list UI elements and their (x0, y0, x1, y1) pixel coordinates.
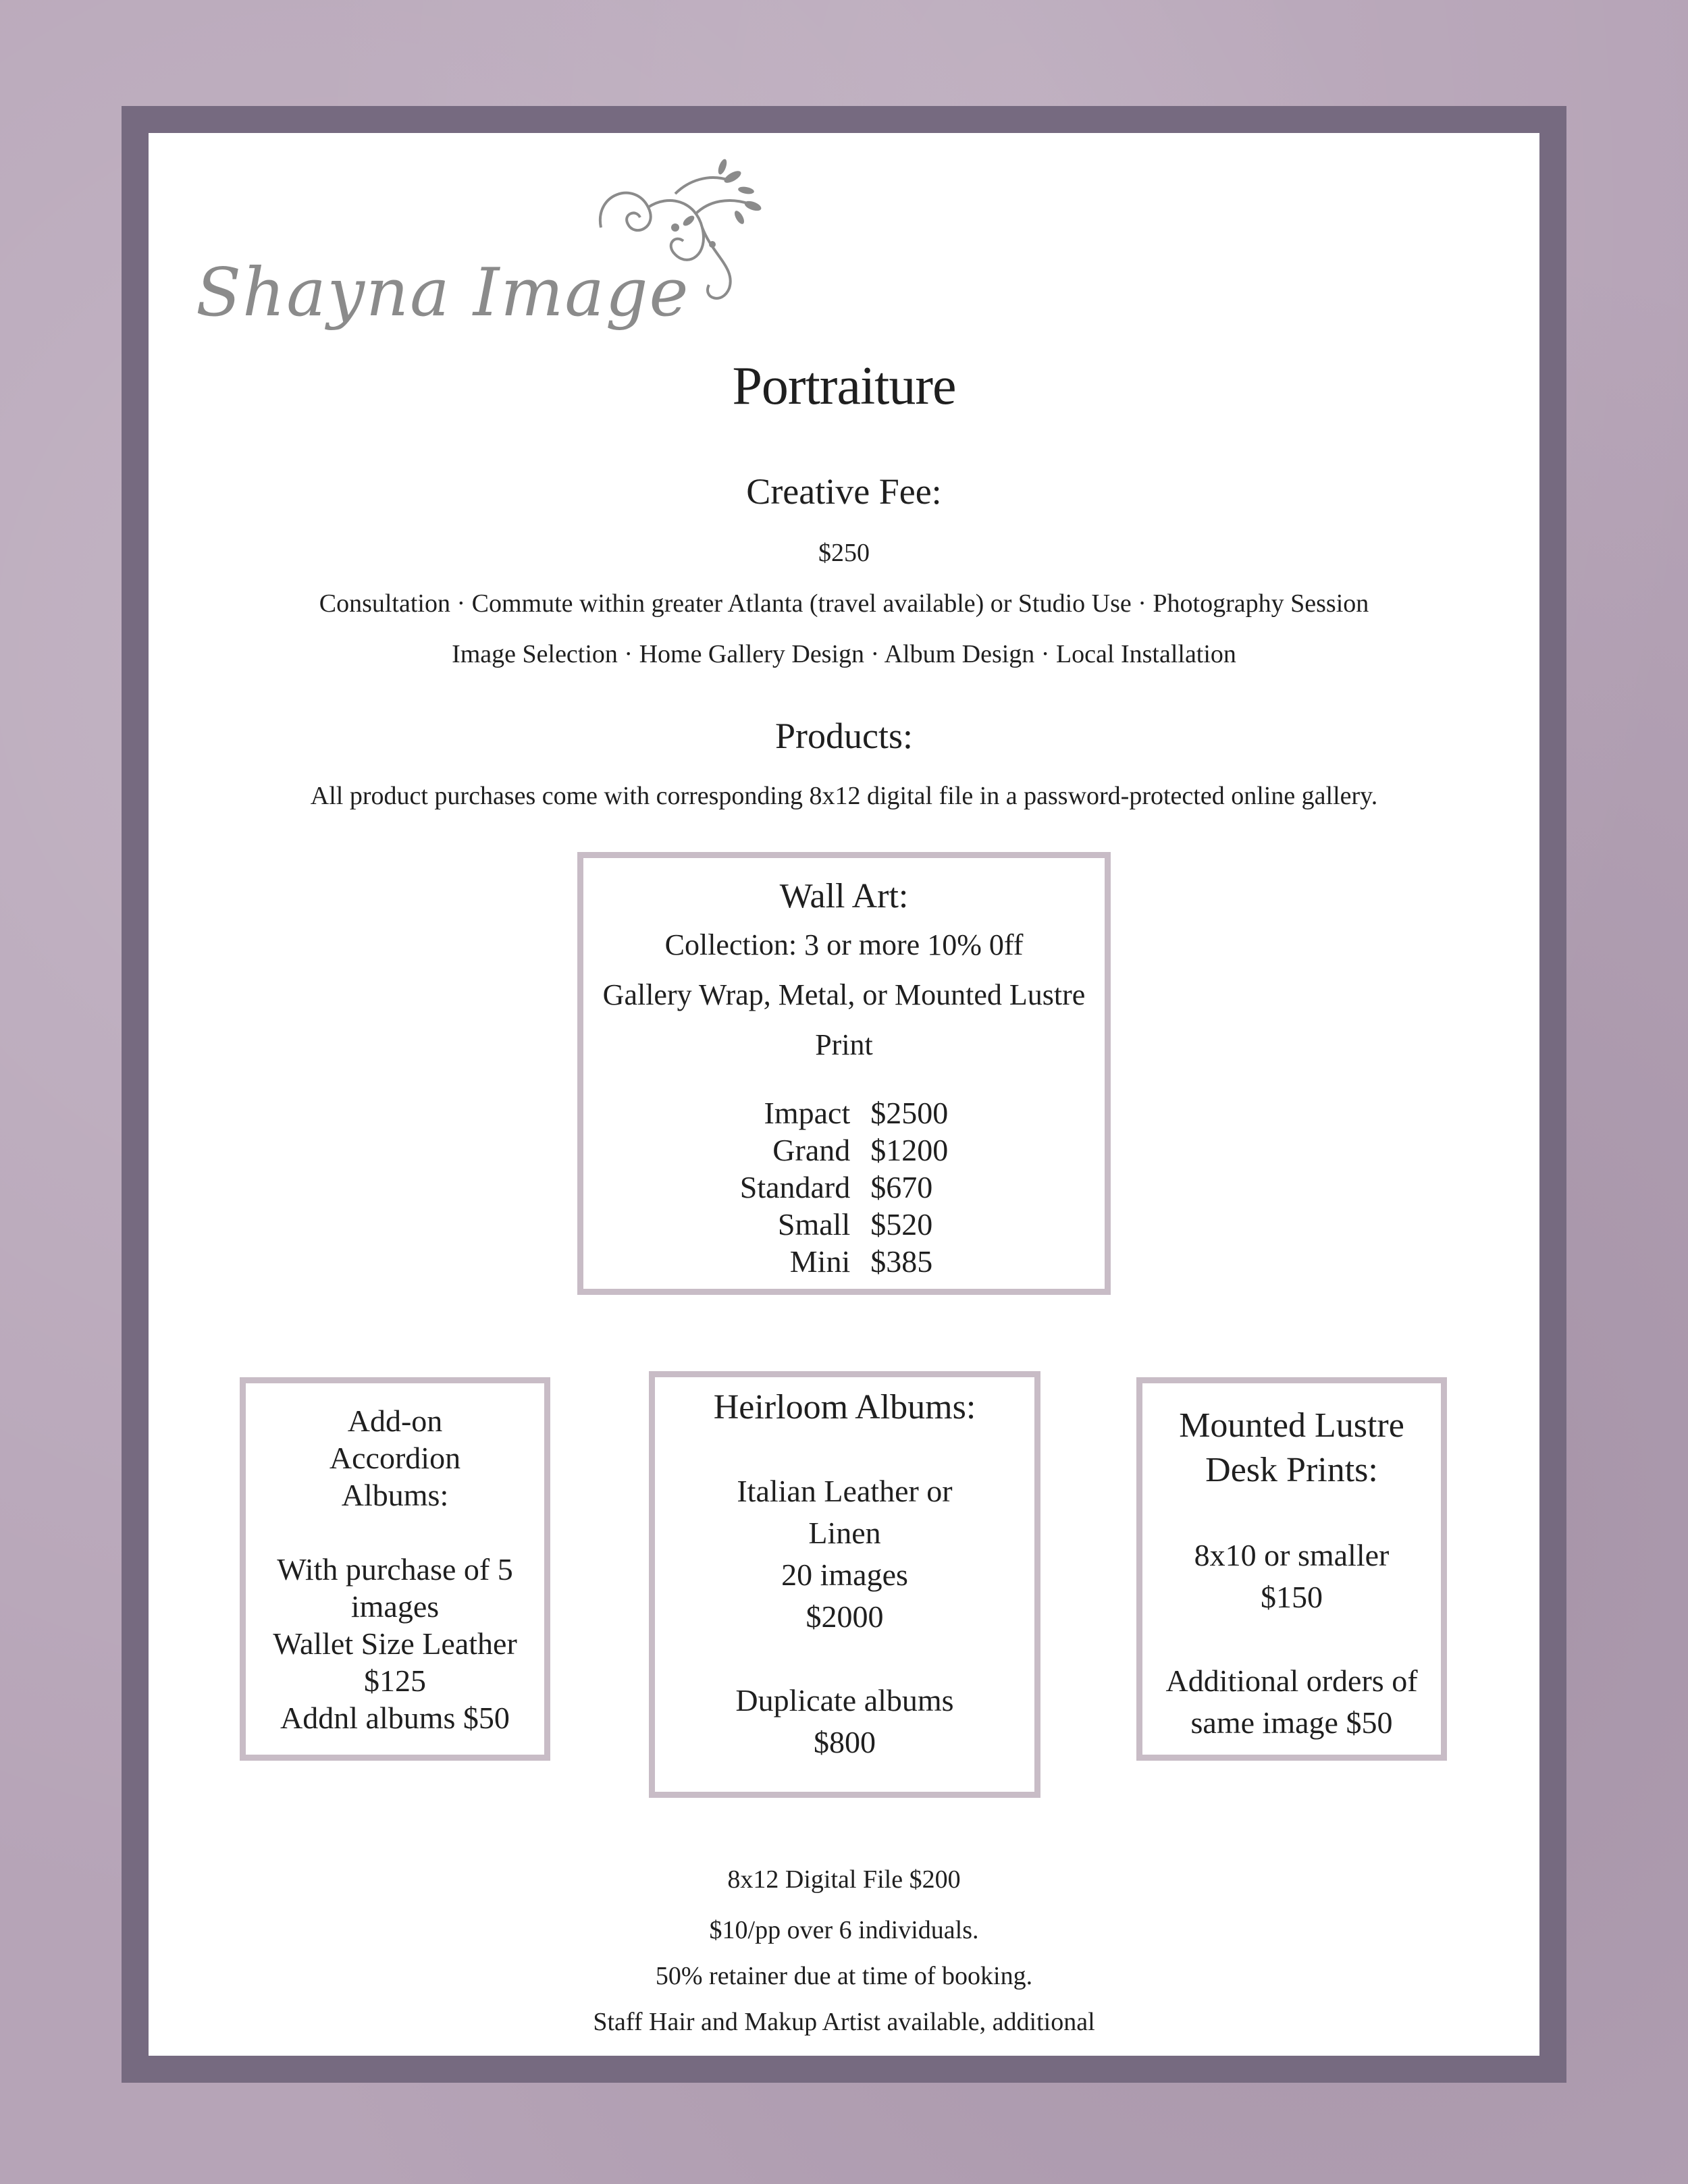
price-row (733, 1169, 955, 1206)
accordion-heading-line: Albums: (341, 1478, 449, 1512)
price-row (733, 1243, 955, 1280)
products-heading: Products: (774, 716, 913, 756)
brand-name: Shayna Image (196, 255, 690, 331)
accordion-line: Wallet Size Leather (273, 1626, 517, 1661)
price-row (733, 1094, 955, 1131)
creative-fee-price: $250 (818, 539, 870, 567)
footer-line: 50% retainer due at time of booking. (655, 1962, 1033, 1990)
size-label: Standard (739, 1170, 851, 1204)
size-price: $385 (870, 1244, 933, 1279)
wall-art-price-table (733, 1094, 955, 1280)
accordion-line: Addnl albums $50 (280, 1701, 510, 1735)
products-note: All product purchases come with corresponding 8x12 digital file in a password-protected online gallery. (310, 782, 1378, 810)
heirloom-line: Italian Leather or (737, 1474, 953, 1508)
desk-prints-line: 8x10 or smaller (1194, 1538, 1390, 1572)
price-sheet (149, 133, 1539, 2056)
size-label: Impact (764, 1096, 851, 1130)
accordion-heading-line: Accordion (329, 1441, 461, 1475)
creative-fee-services-line2: Image Selection · Home Gallery Design · Album Design · Local Installation (452, 640, 1236, 668)
price-row (733, 1131, 955, 1169)
heirloom-line: Linen (808, 1516, 881, 1550)
wall-art-types: Gallery Wrap, Metal, or Mounted Lustre Print (602, 978, 1086, 1061)
accordion-albums-box (240, 1377, 550, 1761)
accordion-line: With purchase of 5 (277, 1552, 513, 1587)
heirloom-line: 20 images (781, 1557, 908, 1592)
size-price: $2500 (870, 1096, 949, 1130)
size-label: Small (777, 1207, 851, 1242)
accordion-line: $125 (364, 1663, 426, 1698)
wall-art-box (577, 852, 1111, 1295)
wall-art-heading: Wall Art: (779, 877, 909, 915)
desk-prints-heading-line: Mounted Lustre (1179, 1406, 1404, 1445)
heirloom-line: $2000 (806, 1599, 884, 1634)
accordion-line: images (350, 1589, 440, 1624)
footer-line: Staff Hair and Makup Artist available, additional (593, 2008, 1095, 2036)
footer-line: $10/pp over 6 individuals. (709, 1916, 979, 1944)
accordion-heading-line: Add-on (347, 1404, 443, 1438)
size-price: $520 (870, 1207, 933, 1242)
page-frame (122, 106, 1566, 2083)
desk-prints-heading-line: Desk Prints: (1205, 1451, 1378, 1489)
size-price: $670 (870, 1170, 933, 1204)
desk-prints-extra-line: same image $50 (1190, 1705, 1393, 1740)
size-price: $1200 (870, 1133, 949, 1167)
desk-prints-extra-line: Additional orders of (1165, 1663, 1418, 1698)
creative-fee-services-line1: Consultation · Commute within greater Atlanta (travel available) or Studio Use · Photography Session (319, 589, 1369, 618)
heirloom-albums-box (649, 1371, 1040, 1798)
heirloom-duplicate-label: Duplicate albums (735, 1683, 954, 1717)
footer-line: 8x12 Digital File $200 (727, 1865, 961, 1894)
brand-logo (196, 153, 803, 329)
size-label: Mini (789, 1244, 851, 1279)
creative-fee-heading: Creative Fee: (746, 471, 942, 512)
page-title: Portraiture (732, 356, 956, 416)
desk-prints-box (1136, 1377, 1447, 1761)
heirloom-duplicate-price: $800 (814, 1725, 876, 1759)
desk-prints-line: $150 (1261, 1580, 1323, 1614)
heirloom-heading: Heirloom Albums: (713, 1388, 976, 1427)
price-row (733, 1206, 955, 1243)
wall-art-collection: Collection: 3 or more 10% 0ff (664, 928, 1024, 961)
size-label: Grand (772, 1133, 851, 1167)
